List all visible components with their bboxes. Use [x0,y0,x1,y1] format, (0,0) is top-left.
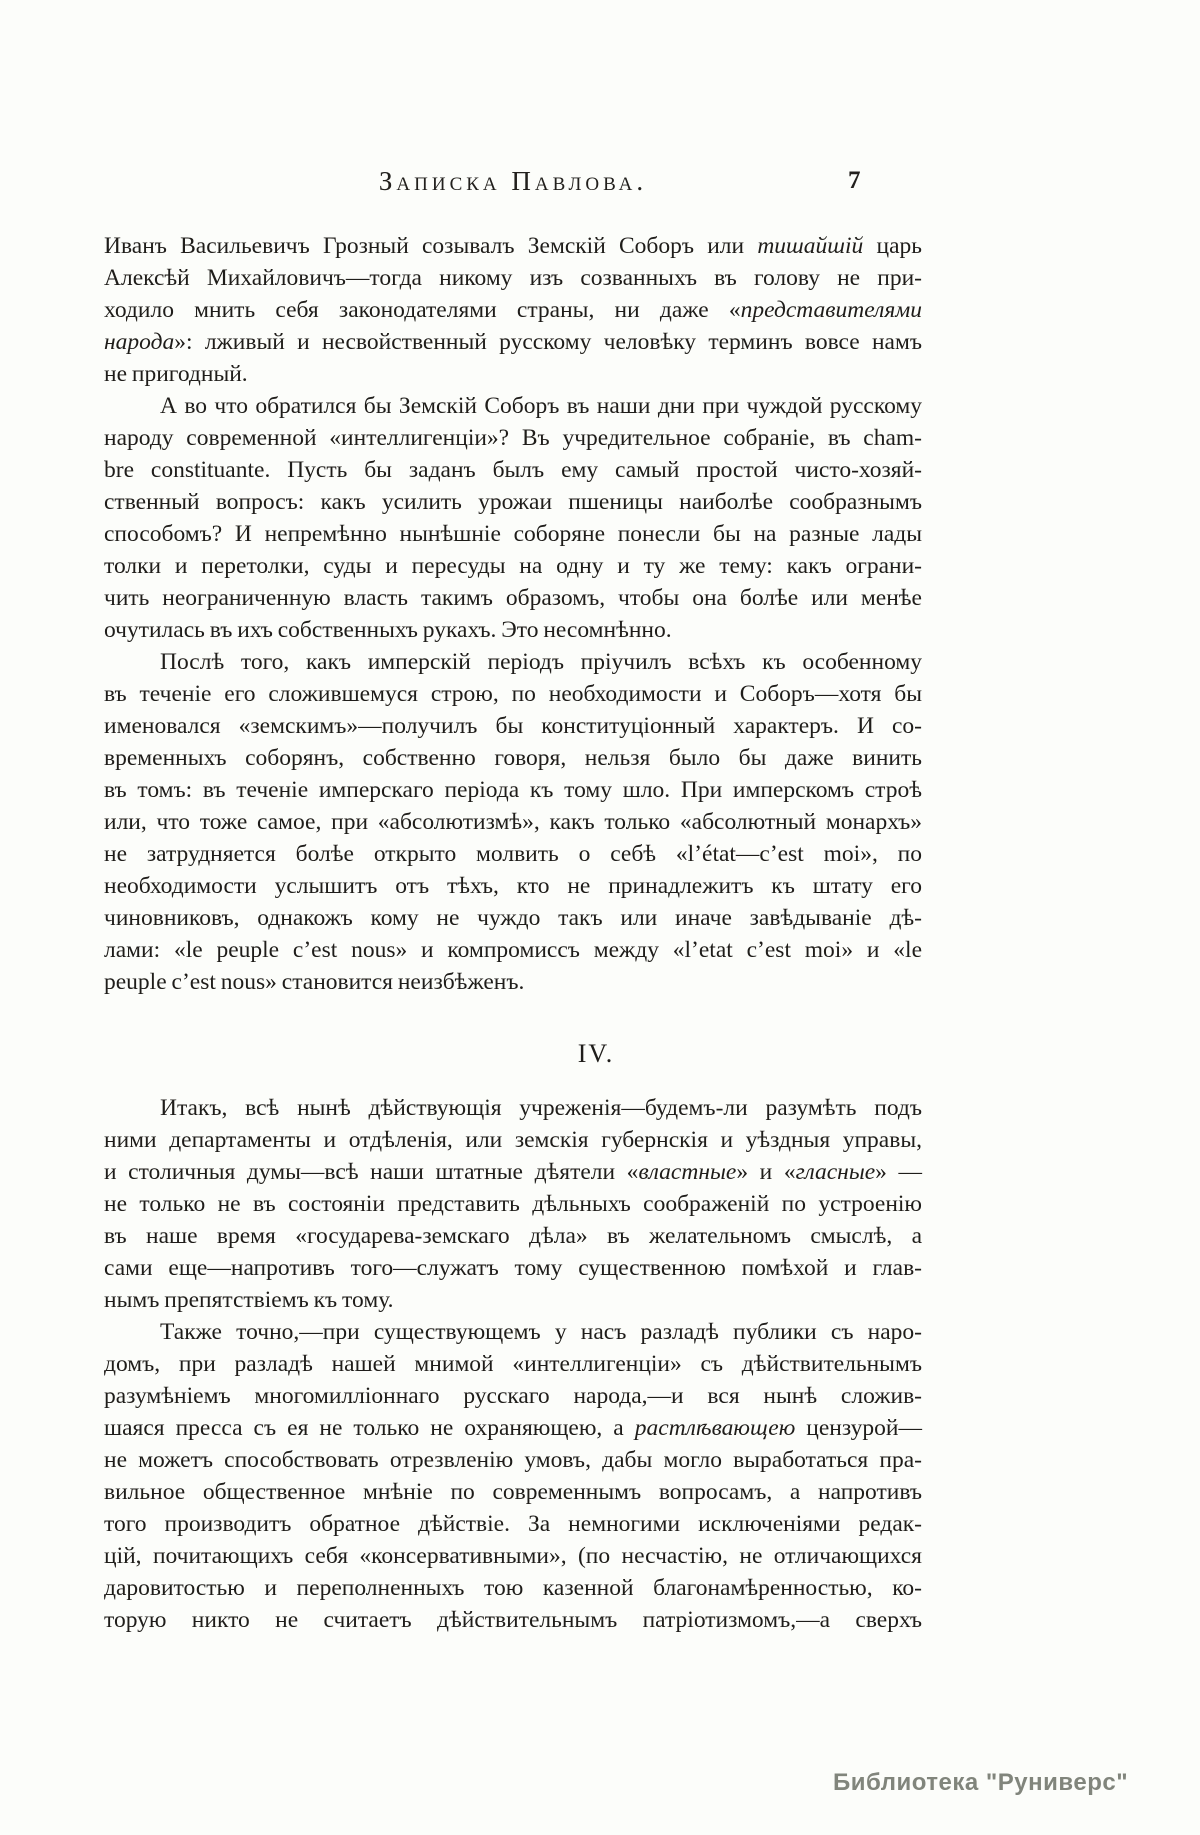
text-segment: не затрудняется болѣе открыто молвить о себѣ «l’état—c’est moi», по [104,841,922,867]
text-segment: Послѣ того, какъ имперскій періодъ пріучилъ всѣхъ къ особенному [160,649,922,675]
text-line [104,1540,922,1572]
page-body [104,230,922,1636]
text-segment: Также точно,—при существующемъ у насъ разладѣ публики съ наро- [160,1319,922,1345]
text-line [104,1220,922,1252]
text-segment: временныхъ соборянъ, собственно говоря, нельзя было бы даже винить [104,745,922,771]
text-line [104,550,922,582]
text-line [104,1444,922,1476]
text-segment: » и « [736,1159,796,1185]
text-segment: Алексѣй Михайловичъ—тогда никому изъ созванныхъ въ голову не при- [104,265,922,291]
text-segment: разумѣніемъ многомилліоннаго русскаго народа,—и вся нынѣ сложив- [104,1383,922,1409]
paragraph [104,390,922,646]
text-line [104,1380,922,1412]
text-line [104,806,922,838]
text-line [104,710,922,742]
text-segment: въ теченіе его сложившемуся строю, по необходимости и Соборъ—хотя бы [104,681,922,707]
text-line [104,486,922,518]
text-segment: не пригодный. [104,361,248,387]
text-segment: и столичныя думы—всѣ наши штатные дѣятели « [104,1159,639,1185]
text-line [104,902,922,934]
text-line [104,1572,922,1604]
text-line [104,614,922,646]
text-segment: ходило мнить себя законодателями страны, ни даже « [104,297,741,323]
text-segment: домъ, при разладѣ нашей мнимой «интеллигенціи» съ дѣйствительнымъ [104,1351,922,1377]
paragraph [104,230,922,390]
text-line [104,422,922,454]
running-header-title: Записка Павлова. [378,166,648,196]
text-segment: ними департаменты и отдѣленія, или земскія губернскія и уѣздныя управы, [104,1127,922,1153]
text-segment: не можетъ способствовать отрезвленію умовъ, дабы могло выработаться пра- [104,1447,922,1473]
text-segment: растлѣвающею [634,1415,796,1441]
text-line [104,774,922,806]
text-line [104,294,922,326]
text-segment: сами еще—напротивъ того—служатъ тому существенною помѣхой и глав- [104,1255,922,1281]
text-line [104,678,922,710]
text-segment: въ томъ: въ теченіе имперскаго періода къ тому шло. При имперскомъ строѣ [104,777,922,803]
text-segment: Иванъ Васильевичъ Грозный созывалъ Земскій Соборъ или [104,233,758,259]
text-line [104,1252,922,1284]
text-line [104,1604,922,1636]
library-watermark: Библиотека "Руниверс" [833,1769,1129,1796]
text-segment: гласные [795,1159,876,1185]
text-line [104,1188,922,1220]
text-line [104,1092,922,1124]
text-segment: А во что обратился бы Земскій Соборъ въ наши дни при чуждой русскому [160,393,922,419]
text-segment: очутилась въ ихъ собственныхъ рукахъ. Это несомнѣнно. [104,617,672,643]
text-segment: bre constituante. Пусть бы заданъ былъ ему самый простой чисто-хозяй- [104,457,922,483]
text-segment: чить неограниченную власть такимъ образомъ, чтобы она болѣе или менѣе [104,585,922,611]
text-line [104,390,922,422]
text-line [104,934,922,966]
text-line [104,262,922,294]
text-line [104,966,922,998]
text-line [104,1124,922,1156]
text-line [104,646,922,678]
paragraph [104,1316,922,1636]
text-segment: peuple c’est nous» становится неизбѣженъ. [104,969,525,995]
text-line [104,230,922,262]
section-heading: IV. [577,1039,615,1068]
text-segment: нымъ препятствіемъ къ тому. [104,1287,394,1313]
text-segment: вильное общественное мнѣніе по современнымъ вопросамъ, а напротивъ [104,1479,922,1505]
text-line [104,1156,922,1188]
text-line [104,582,922,614]
text-segment: лами: «le peuple c’est nous» и компромиссъ между «l’etat c’est moi» и «le [104,937,922,963]
text-segment: Итакъ, всѣ нынѣ дѣйствующія учреженія—будемъ-ли разумѣть подъ [160,1095,922,1121]
page-number: 7 [848,167,861,194]
text-line [104,870,922,902]
text-line [104,742,922,774]
text-line [104,1508,922,1540]
text-segment: въ наше время «государева-земскаго дѣла» въ желательномъ смыслѣ, а [104,1223,922,1249]
text-line [104,454,922,486]
text-segment: способомъ? И непремѣнно нынѣшніе соборяне понесли бы на разные лады [104,521,922,547]
text-segment: того производитъ обратное дѣйствіе. За немногими исключеніями редак- [104,1511,922,1537]
text-segment: тишайшій [757,233,864,259]
text-line [104,518,922,550]
text-segment: даровитостью и переполненныхъ тою казенной благонамѣренностью, ко- [104,1575,922,1601]
text-segment: представителями [740,297,922,323]
text-line [104,1476,922,1508]
text-segment: ственный вопросъ: какъ усилить урожаи пшеницы наиболѣе сообразнымъ [104,489,922,515]
text-line [104,1348,922,1380]
text-segment: царь [863,233,922,259]
text-segment: властные [638,1159,737,1185]
text-line [104,1284,922,1316]
text-segment: народу современной «интеллигенціи»? Въ учредительное собраніе, въ cham- [104,425,922,451]
text-segment: не только не въ состояніи представить дѣльныхъ соображеній по устроенію [104,1191,922,1217]
paragraph [104,646,922,998]
text-segment: цій, почитающихъ себя «консервативными», (по несчастію, не отличающихся [104,1543,922,1569]
text-segment: чиновниковъ, однакожъ кому не чуждо такъ или иначе завѣдываніе дѣ- [104,905,922,931]
text-segment: торую никто не считаетъ дѣйствительнымъ патріотизмомъ,—а сверхъ [104,1607,922,1633]
paragraph [104,1092,922,1316]
text-line [104,358,922,390]
text-segment: »: лживый и несвойственный русскому человѣку терминъ вовсе намъ [174,329,922,355]
text-segment: шаяся пресса съ ея не только не охраняющею, а [104,1415,635,1441]
text-segment: или, что тоже самое, при «абсолютизмѣ», какъ только «абсолютный монархъ» [104,809,922,835]
text-segment: необходимости услышитъ отъ тѣхъ, кто не принадлежитъ къ штату его [104,873,922,899]
text-segment: народа [104,329,175,355]
text-segment: цензурой— [795,1415,923,1441]
text-segment: » — [875,1159,923,1185]
text-line [104,1316,922,1348]
text-segment: именовался «земскимъ»—получилъ бы конституціонный характеръ. И со- [104,713,922,739]
text-line [104,838,922,870]
text-line [104,326,922,358]
text-line [104,1412,922,1444]
text-segment: толки и перетолки, суды и пересуды на одну и ту же тему: какъ ограни- [104,553,922,579]
